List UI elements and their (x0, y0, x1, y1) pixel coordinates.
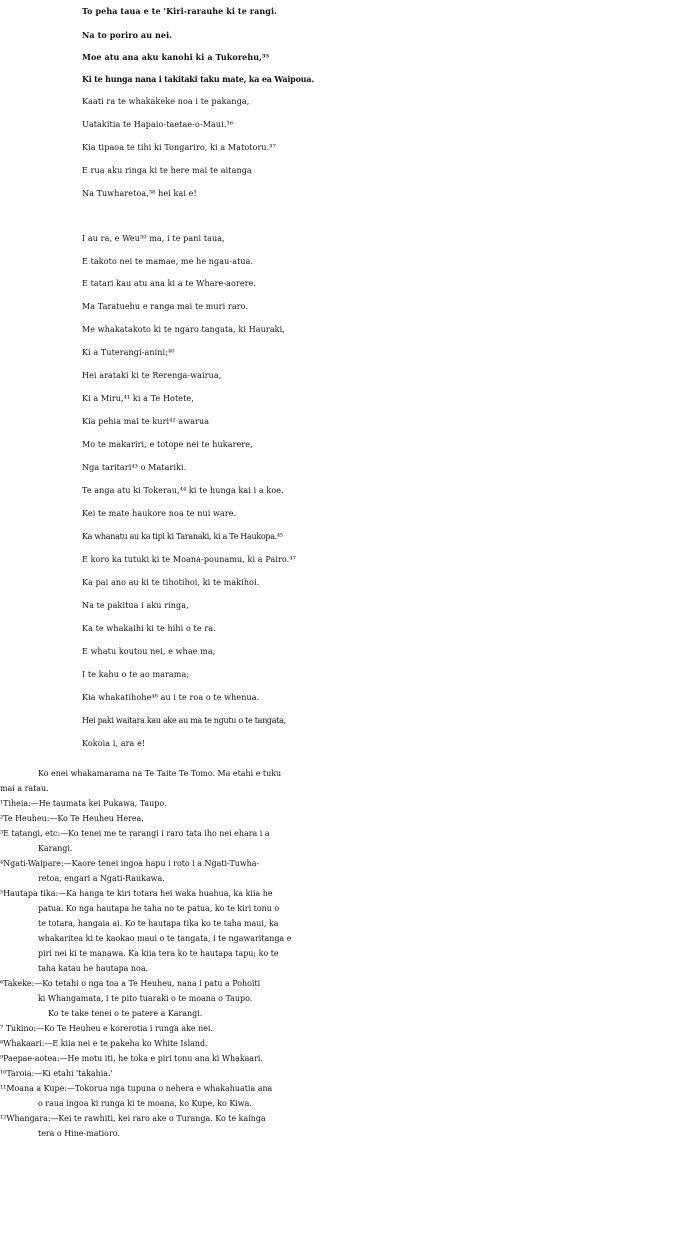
poem-line: Mo te makariri, e totope nei te hukarere, (82, 440, 253, 449)
footnote-line: ki Whangamata, i te pito tuaraki o te moana o Taupo. (38, 994, 253, 1003)
footnote-line: ³E tatangi, etc:—Ko tenei me te rarangi i raro tata iho nei ehara i a (0, 829, 270, 838)
poem-line: Na te pakitua i aku ringa, (82, 601, 189, 610)
poem-line: Ki a Tuterangi-anini;⁴⁰ (82, 348, 175, 357)
poem-line: Hei arataki ki te Rerenga-wairua, (82, 371, 222, 380)
poem-line: To peha taua e te 'Kiri-rarauhe ki te rangi. (82, 6, 278, 16)
poem-line: Uatakitia te Hapaio-taetae-o-Maui.³⁶ (82, 120, 234, 129)
footnote-line: te totara, hangaia ai. Ko te hautapa tika ko te taha maui, ka (38, 919, 279, 928)
poem-line: Kei te mate haukore noa te nui ware. (82, 509, 237, 518)
footnote-line: ⁹Paepae-aotea:—He motu iti, he toka e piri tonu ana ki Whakaari. (0, 1054, 263, 1063)
footnote-line: ¹⁰Taroia:—Ki etahi 'takahia.' (0, 1069, 113, 1078)
poem-line: I au ra, e Weu³⁹ ma, i te pani taua, (82, 234, 225, 243)
footnote-line: ¹²Whangara:—Kei te rawhiti, kei raro ake o Turanga. Ko te kainga (0, 1114, 266, 1123)
footnote-line: ⁴Ngati-Waipare:—Kaore tenei ingoa hapu i roto i a Ngati-Tuwha- (0, 859, 260, 868)
poem-line: Ki a Miru,⁴¹ ki a Te Hotete, (82, 394, 194, 403)
footnote-line: retoa, engari a Ngati-Raukawa. (38, 874, 165, 883)
poem-line: Nga taritari⁴³ o Matariki. (82, 463, 187, 472)
poem-line: Me whakatakoto ki te ngaro tangata, ki Hauraki, (82, 325, 285, 334)
footnote-line: ¹¹Moana a Kupe:—Tokorua nga tupuna o nehera e whakahuatia ana (0, 1084, 273, 1093)
poem-line: Te anga atu ki Tokerau,⁴⁴ ki te hunga kai i a koe. (82, 486, 284, 495)
poem-line: Kia whakatihohe⁴⁸ au i te roa o te whenua. (82, 693, 260, 702)
footnote-line: ⁶Takeke:—Ko tetahi o nga toa a Te Heuheu, nana i patu a Pohoiti (0, 979, 261, 988)
poem-line: Kaati ra te whakakeke noa i te pakanga, (82, 97, 250, 106)
footnote-line: piri nei ki te manawa. Ka kiia tera ko te hautapa tapu; ko te (38, 949, 279, 958)
footnote-line: ⁸Whakaari:—E kiia nei e te pakeha ko White Island. (0, 1039, 208, 1048)
poem-line: Kia pehia mai te kuri⁴² awarua (82, 417, 210, 426)
poem-line: Na Tuwharetoa,³⁸ hei kai e! (82, 189, 197, 198)
footnote-line: patua. Ko nga hautapa he taha no te patua, ko te kiri tonu o (38, 904, 280, 913)
poem-line: Ki te hunga nana i takitaki taku mate, ka ea Waipoua. (82, 74, 314, 84)
footnote-line: ¹Tiheia:—He taumata kei Pukawa, Taupo. (0, 799, 167, 808)
poem-line: Hei paki waitara kau ake au ma te ngutu o te tangata, (82, 716, 286, 725)
footnote-line: ⁷ Tukino:—Ko Te Heuheu e korerotia i runga ake nei. (0, 1024, 213, 1033)
poem-line: E tatari kau atu ana ki a te Whare-aorere. (82, 279, 257, 288)
footnote-line: taha katau he hautapa noa. (38, 964, 149, 973)
footnote-line: tera o Hine-matioro. (38, 1129, 120, 1138)
poem-line: Ma Taratuehu e ranga mai te muri raro. (82, 302, 249, 311)
poem-line: Ka pai ano au ki te tihotihoi, ki te makihoi. (82, 578, 260, 587)
poem-line: E rua aku ringa ki te here mai te aitanga (82, 166, 252, 175)
footnote-line: Ko te take tenei o te patere a Karangi. (48, 1009, 203, 1018)
footnote-line: o raua ingoa ki runga ki te moana, ko Kupe, ko Kiwa. (38, 1099, 252, 1108)
poem-line: Ka whanatu au ka tipi ki Taranaki, ki a Te Haukopa.⁴⁵ (82, 532, 283, 541)
poem-line: E koro ka tutuki ki te Moana-pounamu, ki a Pairo.⁴⁷ (82, 555, 296, 564)
footnote-line: ⁵Hautapa tika:—Ka hanga te kiri totara hei waka huahua, ka kiia he (0, 889, 273, 898)
footnote-line: ²Te Heuheu:—Ko Te Heuheu Herea. (0, 814, 144, 823)
poem-line: Kokoia i, ara e! (82, 739, 146, 748)
notes-intro-line: Ko enei whakamarama na Te Taite Te Tomo. Ma etahi e tuku (38, 769, 282, 778)
poem-line: I te kahu o te ao marama; (82, 670, 190, 679)
footnote-line: Karangi. (38, 844, 73, 853)
poem-line: Moe atu ana aku kanohi ki a Tukorehu,³⁵ (82, 52, 270, 62)
poem-line: Ka te whakaihi ki te hihi o te ra. (82, 624, 216, 633)
poem-line: E takoto nei te mamae, me he ngau-atua. (82, 257, 254, 266)
poem-line: Na to poriro au nei. (82, 30, 173, 40)
poem-line: Kia tipaoa te tihi ki Tongariro, ki a Matotoru.³⁷ (82, 143, 276, 152)
notes-intro-line: mai a ratau. (0, 784, 49, 793)
footnote-line: whakaritea ki te kaokao maui o te tangata, i te ngawaritanga e (38, 934, 292, 943)
poem-line: E whatu koutou nei, e whae ma, (82, 647, 216, 656)
